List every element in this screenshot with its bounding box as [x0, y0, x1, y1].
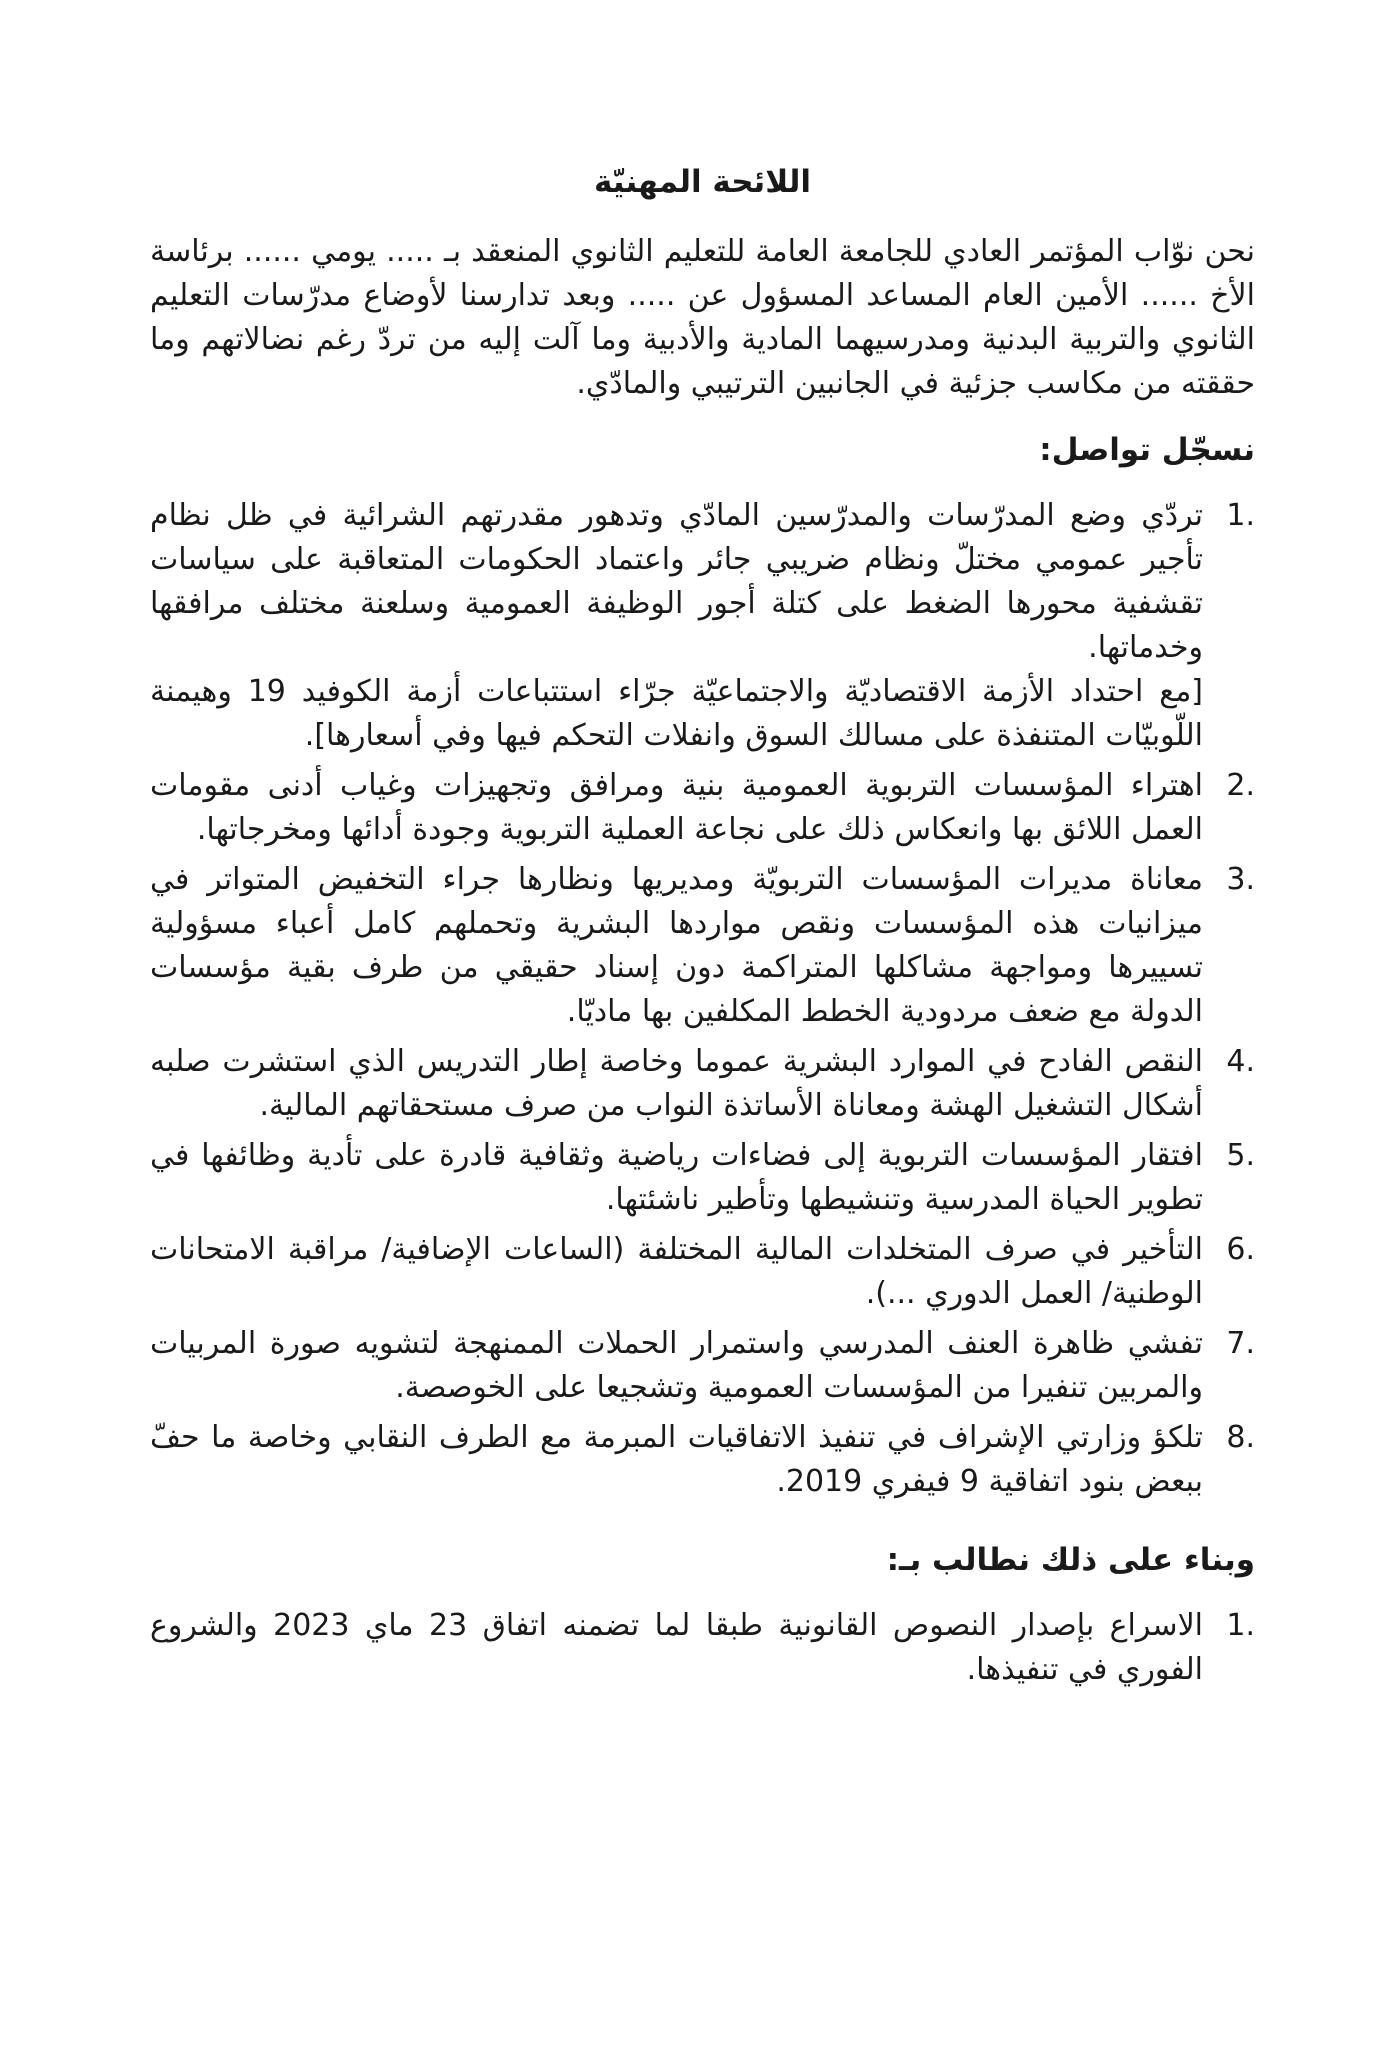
- observations-list: [150, 494, 1255, 1504]
- item-body: [150, 1134, 1203, 1222]
- observation-item-2: [150, 764, 1255, 852]
- observation-item-5: [150, 1134, 1255, 1222]
- item-body: [150, 764, 1203, 852]
- demands-heading: وبناء على ذلك نطالب بـ:: [886, 1542, 1255, 1578]
- item-body: [150, 494, 1203, 758]
- document-title: اللائحة المهنيّة: [594, 164, 811, 200]
- observations-heading: نسجّل تواصل:: [1039, 432, 1255, 468]
- item-body: [150, 1604, 1203, 1692]
- item-body: [150, 1322, 1203, 1410]
- item-number: 1.: [1226, 498, 1255, 533]
- observation-item-4: [150, 1040, 1255, 1128]
- item-number: 7.: [1226, 1326, 1255, 1361]
- observation-item-1: [150, 494, 1255, 758]
- observation-item-7: [150, 1322, 1255, 1410]
- item-text: النقص الفادح في الموارد البشرية عموما وخاصة إطار التدريس الذي استشرت صلبه أشكال التشغيل الهشة ومعاناة الأساتذة النواب من صرف مستحقاتهم المالية.: [150, 1044, 1203, 1123]
- item-text: تلكؤ وزارتي الإشراف في تنفيذ الاتفاقيات المبرمة مع الطرف النقابي وخاصة ما حفّ ببعض بنود اتفاقية 9 فيفري 2019.: [150, 1420, 1203, 1499]
- item-text: تفشي ظاهرة العنف المدرسي واستمرار الحملات الممنهجة لتشويه صورة المربيات والمربين تنفيرا من المؤسسات العمومية وتشجيعا على الخوصصة.: [150, 1326, 1203, 1405]
- item-body: [150, 1040, 1203, 1128]
- document-page: [150, 150, 1255, 1698]
- item-text: اهتراء المؤسسات التربوية العمومية بنية ومرافق وتجهيزات وغياب أدنى مقومات العمل اللائق بها وانعكاس ذلك على نجاعة العملية التربوية وجودة أدائها ومخرجاتها.: [150, 768, 1203, 847]
- observation-item-3: [150, 858, 1255, 1034]
- intro-paragraph: نحن نوّاب المؤتمر العادي للجامعة العامة للتعليم الثانوي المنعقد بـ ..... يومي ...... برئاسة الأخ ...... الأمين العام المساعد المسؤول عن ..... وبعد تدارسنا لأوضاع مدرّسات التعليم الثانوي والتربية البدنية ومدرسيهما المادية والأدبية وما آلت إليه من تردّ رغم نضالاتهم وما حققته من مكاسب جزئية في الجانبين الترتيبي والمادّي.: [150, 234, 1255, 401]
- item-number: 2.: [1226, 768, 1255, 803]
- item-body: [150, 858, 1203, 1034]
- item-body: [150, 1416, 1203, 1504]
- item-text: معاناة مديرات المؤسسات التربويّة ومديريها ونظارها جراء التخفيض المتواتر في ميزانيات هذه المؤسسات ونقص مواردها البشرية وتحملهم كامل أعباء مسؤولية تسييرها ومواجهة مشاكلها المتراكمة دون إسناد حقيقي من طرف بقية مؤسسات الدولة مع ضعف مردودية الخطط المكلفين بها ماديّا.: [150, 862, 1203, 1029]
- item-number: 1.: [1226, 1608, 1255, 1643]
- observation-item-8: [150, 1416, 1255, 1504]
- item-body: [150, 1228, 1203, 1316]
- item-text: تردّي وضع المدرّسات والمدرّسين المادّي وتدهور مقدرتهم الشرائية في ظل نظام تأجير عمومي مختلّ ونظام ضريبي جائر واعتماد الحكومات المتعاقبة على سياسات تقشفية محورها الضغط على كتلة أجور الوظيفة العمومية وسلعنة مختلف مرافقها وخدماتها.: [150, 498, 1203, 665]
- item-number: 4.: [1226, 1044, 1255, 1079]
- item-number: 5.: [1226, 1138, 1255, 1173]
- item-text: التأخير في صرف المتخلدات المالية المختلفة (الساعات الإضافية/ مراقبة الامتحانات الوطنية/ العمل الدوري ...).: [150, 1232, 1203, 1311]
- item-number: 8.: [1226, 1420, 1255, 1455]
- item-number: 6.: [1226, 1232, 1255, 1267]
- demands-list: [150, 1604, 1255, 1692]
- observation-item-6: [150, 1228, 1255, 1316]
- item-text: الاسراع بإصدار النصوص القانونية طبقا لما تضمنه اتفاق 23 ماي 2023 والشروع الفوري في تنفيذها.: [150, 1608, 1204, 1687]
- item-note: [مع احتداد الأزمة الاقتصاديّة والاجتماعيّة جرّاء استتباعات أزمة الكوفيد 19 وهيمنة اللّوبيّات المتنفذة على مسالك السوق وانفلات التحكم فيها وفي أسعارها].: [150, 674, 1203, 753]
- item-number: 3.: [1226, 862, 1255, 897]
- demand-item-1: [150, 1604, 1255, 1692]
- item-text: افتقار المؤسسات التربوية إلى فضاءات رياضية وثقافية قادرة على تأدية وظائفها في تطوير الحياة المدرسية وتنشيطها وتأطير ناشئتها.: [150, 1138, 1203, 1217]
